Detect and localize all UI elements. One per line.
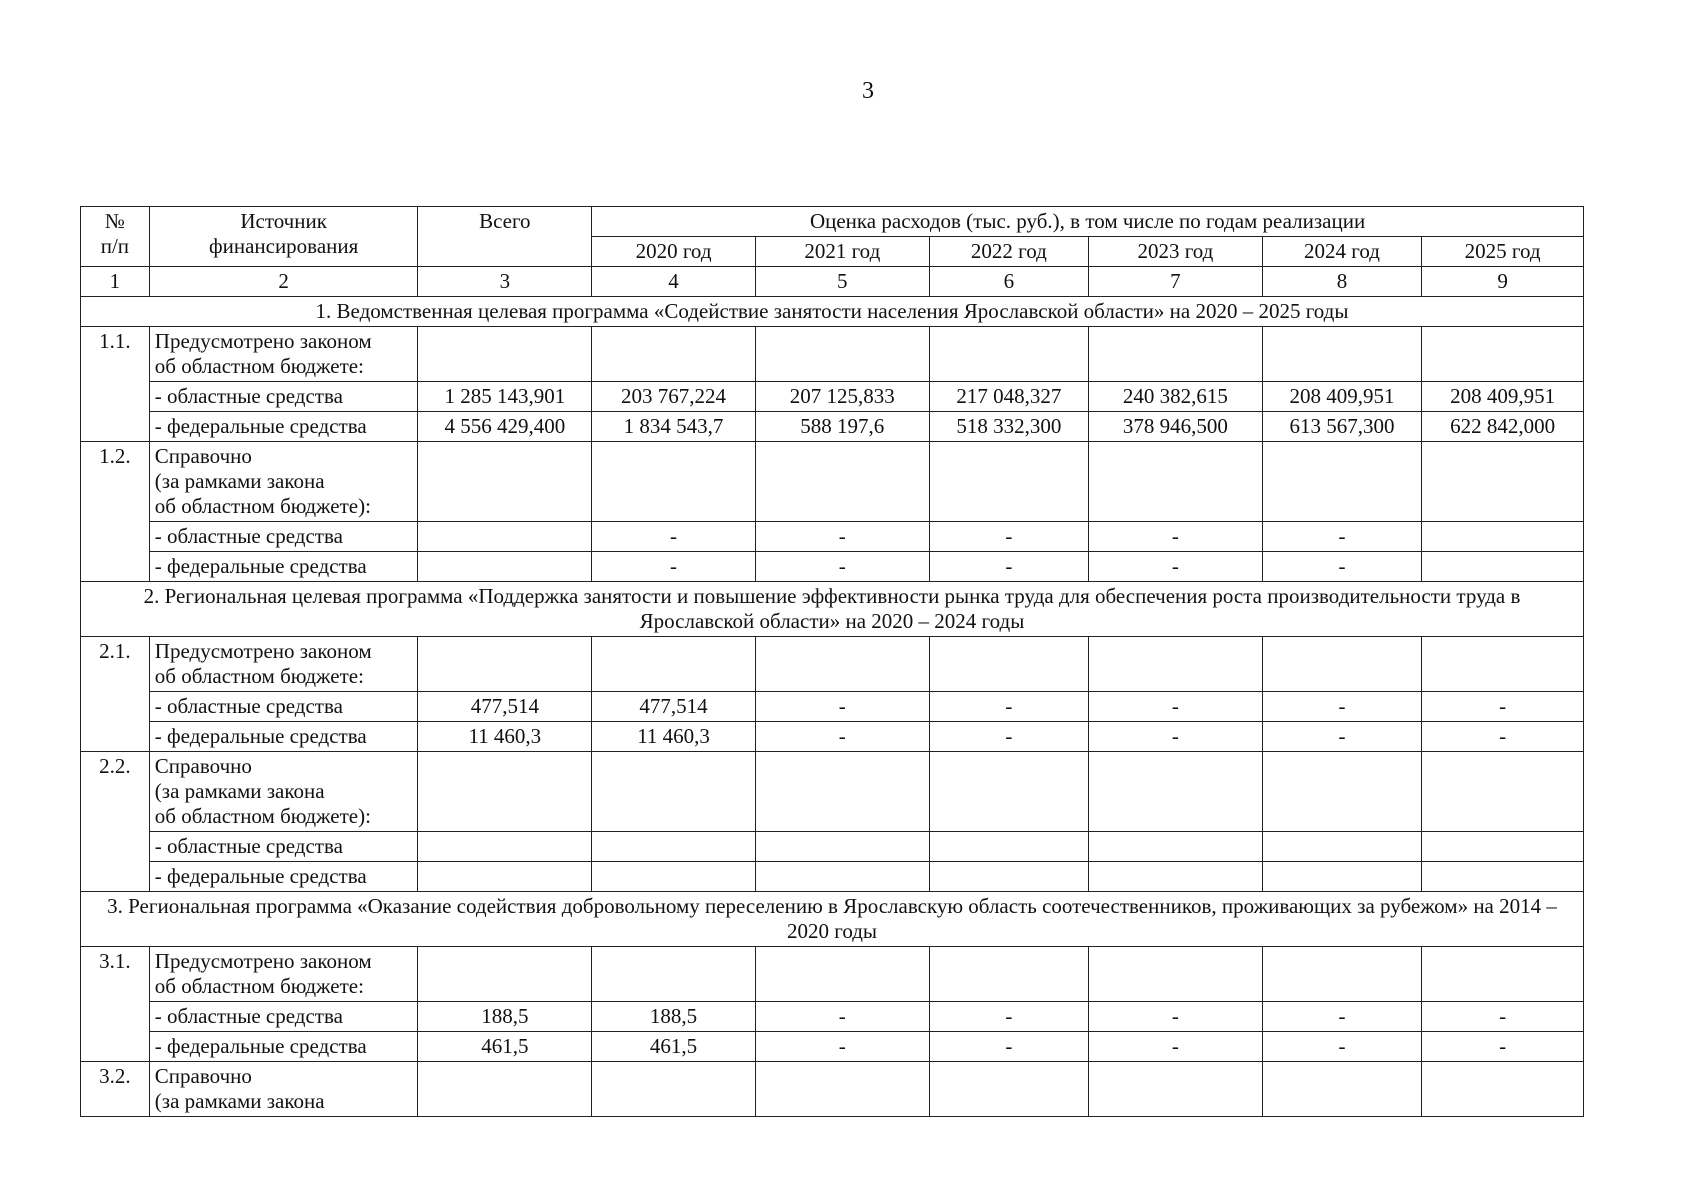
empty-cell: [755, 327, 929, 382]
value-year-2: -: [755, 1002, 929, 1032]
table-row: [81, 412, 1584, 442]
value-year-4: -: [1089, 522, 1263, 552]
table-row: [81, 722, 1584, 752]
value-year-1: 203 767,224: [592, 382, 756, 412]
value-year-1: 1 834 543,7: [592, 412, 756, 442]
empty-cell: [755, 947, 929, 1002]
value-year-1: -: [592, 552, 756, 582]
value-year-2: -: [755, 692, 929, 722]
section-title-row: [81, 582, 1584, 637]
value-year-4: [1089, 862, 1263, 892]
value-year-3: -: [929, 1002, 1088, 1032]
empty-cell: [1422, 327, 1584, 382]
value-year-5: 613 567,300: [1262, 412, 1421, 442]
header-num: № п/п: [81, 207, 150, 267]
value-year-3: [929, 862, 1088, 892]
group-number: 3.2.: [81, 1062, 150, 1117]
row-label: - областные средства: [149, 382, 418, 412]
value-year-1: -: [592, 522, 756, 552]
value-year-5: -: [1262, 1002, 1421, 1032]
empty-cell: [592, 637, 756, 692]
group-label: Справочно (за рамками закона об областном бюджете):: [149, 752, 418, 832]
empty-cell: [418, 327, 592, 382]
header-year-1: 2020 год: [592, 237, 756, 267]
value-year-6: -: [1422, 692, 1584, 722]
value-year-5: -: [1262, 692, 1421, 722]
group-number: 3.1.: [81, 947, 150, 1062]
table-row: [81, 382, 1584, 412]
value-year-2: -: [755, 552, 929, 582]
empty-cell: [592, 1062, 756, 1117]
value-year-4: -: [1089, 1002, 1263, 1032]
value-year-3: -: [929, 552, 1088, 582]
header-index-9: 9: [1422, 267, 1584, 297]
value-year-1: 461,5: [592, 1032, 756, 1062]
section-title-row: [81, 297, 1584, 327]
value-year-2: 588 197,6: [755, 412, 929, 442]
header-index-2: 2: [149, 267, 418, 297]
header-index-4: 4: [592, 267, 756, 297]
header-index-6: 6: [929, 267, 1088, 297]
empty-cell: [929, 752, 1088, 832]
empty-cell: [929, 947, 1088, 1002]
value-year-4: -: [1089, 1032, 1263, 1062]
empty-cell: [1422, 1062, 1584, 1117]
value-total: [418, 862, 592, 892]
empty-cell: [1422, 752, 1584, 832]
value-year-5: -: [1262, 522, 1421, 552]
empty-cell: [592, 947, 756, 1002]
value-total: 188,5: [418, 1002, 592, 1032]
value-total: 1 285 143,901: [418, 382, 592, 412]
value-year-2: -: [755, 522, 929, 552]
value-year-3: 217 048,327: [929, 382, 1088, 412]
value-year-4: [1089, 832, 1263, 862]
value-year-3: -: [929, 522, 1088, 552]
row-label: - областные средства: [149, 692, 418, 722]
group-number: 2.1.: [81, 637, 150, 752]
group-header-row: [81, 947, 1584, 1002]
group-number: 1.1.: [81, 327, 150, 442]
table-row: [81, 692, 1584, 722]
empty-cell: [929, 1062, 1088, 1117]
empty-cell: [1089, 442, 1263, 522]
value-year-5: -: [1262, 552, 1421, 582]
value-total: [418, 552, 592, 582]
value-year-3: -: [929, 692, 1088, 722]
empty-cell: [929, 637, 1088, 692]
header-year-4: 2023 год: [1089, 237, 1263, 267]
header-year-2: 2021 год: [755, 237, 929, 267]
funding-table: [80, 206, 1584, 1117]
group-header-row: [81, 752, 1584, 832]
value-year-3: -: [929, 1032, 1088, 1062]
value-year-6: [1422, 522, 1584, 552]
empty-cell: [1262, 1062, 1421, 1117]
value-year-4: -: [1089, 692, 1263, 722]
empty-cell: [1422, 947, 1584, 1002]
value-year-1: [592, 832, 756, 862]
empty-cell: [418, 637, 592, 692]
value-year-2: 207 125,833: [755, 382, 929, 412]
value-year-1: 11 460,3: [592, 722, 756, 752]
value-year-1: [592, 862, 756, 892]
empty-cell: [418, 1062, 592, 1117]
table-row: [81, 1032, 1584, 1062]
empty-cell: [1089, 1062, 1263, 1117]
value-year-2: [755, 832, 929, 862]
value-year-5: 208 409,951: [1262, 382, 1421, 412]
value-year-5: -: [1262, 722, 1421, 752]
value-total: 11 460,3: [418, 722, 592, 752]
page-number: 3: [862, 78, 874, 104]
row-label: - федеральные средства: [149, 1032, 418, 1062]
row-label: - федеральные средства: [149, 722, 418, 752]
value-total: [418, 522, 592, 552]
group-header-row: [81, 442, 1584, 522]
header-index-7: 7: [1089, 267, 1263, 297]
row-label: - областные средства: [149, 832, 418, 862]
value-year-2: -: [755, 722, 929, 752]
value-total: 4 556 429,400: [418, 412, 592, 442]
value-year-2: -: [755, 1032, 929, 1062]
table-row: [81, 522, 1584, 552]
value-year-5: [1262, 832, 1421, 862]
empty-cell: [929, 327, 1088, 382]
empty-cell: [418, 442, 592, 522]
header-estimate: Оценка расходов (тыс. руб.), в том числе по годам реализации: [592, 207, 1584, 237]
header-source: Источник финансирования: [149, 207, 418, 267]
section-title-row: [81, 892, 1584, 947]
group-label: Предусмотрено законом об областном бюджете:: [149, 327, 418, 382]
value-year-1: 188,5: [592, 1002, 756, 1032]
table-row: [81, 552, 1584, 582]
value-year-3: -: [929, 722, 1088, 752]
value-year-6: 622 842,000: [1422, 412, 1584, 442]
group-header-row: [81, 637, 1584, 692]
value-year-6: -: [1422, 722, 1584, 752]
value-year-6: [1422, 832, 1584, 862]
value-year-2: [755, 862, 929, 892]
section-title: 2. Региональная целевая программа «Поддержка занятости и повышение эффективности рынка труда для обеспечения роста производительности труда в Ярославской области» на 2020 – 2024 годы: [81, 582, 1584, 637]
value-year-4: 378 946,500: [1089, 412, 1263, 442]
empty-cell: [1262, 637, 1421, 692]
header-year-5: 2024 год: [1262, 237, 1421, 267]
empty-cell: [1422, 442, 1584, 522]
header-year-3: 2022 год: [929, 237, 1088, 267]
header-index-row: [81, 267, 1584, 297]
section-title: 3. Региональная программа «Оказание содействия добровольному переселению в Ярославскую область соотечественников, проживающих за рубежом» на 2014 – 2020 годы: [81, 892, 1584, 947]
header-total: Всего: [418, 207, 592, 267]
value-year-6: [1422, 552, 1584, 582]
value-year-5: -: [1262, 1032, 1421, 1062]
row-label: - областные средства: [149, 1002, 418, 1032]
empty-cell: [1262, 947, 1421, 1002]
value-total: [418, 832, 592, 862]
empty-cell: [929, 442, 1088, 522]
group-number: 1.2.: [81, 442, 150, 582]
header-index-8: 8: [1262, 267, 1421, 297]
table-row: [81, 832, 1584, 862]
group-label: Справочно (за рамками закона об областном бюджете):: [149, 442, 418, 522]
value-year-6: -: [1422, 1032, 1584, 1062]
empty-cell: [1422, 637, 1584, 692]
value-total: 477,514: [418, 692, 592, 722]
empty-cell: [755, 637, 929, 692]
value-year-3: [929, 832, 1088, 862]
group-header-row: [81, 327, 1584, 382]
empty-cell: [755, 1062, 929, 1117]
value-year-3: 518 332,300: [929, 412, 1088, 442]
empty-cell: [592, 752, 756, 832]
empty-cell: [418, 752, 592, 832]
empty-cell: [1262, 327, 1421, 382]
empty-cell: [1089, 947, 1263, 1002]
group-label: Предусмотрено законом об областном бюджете:: [149, 637, 418, 692]
row-label: - федеральные средства: [149, 552, 418, 582]
section-title: 1. Ведомственная целевая программа «Содействие занятости населения Ярославской области» на 2020 – 2025 годы: [81, 297, 1584, 327]
table-row: [81, 862, 1584, 892]
value-year-6: -: [1422, 1002, 1584, 1032]
empty-cell: [418, 947, 592, 1002]
empty-cell: [1089, 752, 1263, 832]
group-label: Предусмотрено законом об областном бюджете:: [149, 947, 418, 1002]
row-label: - федеральные средства: [149, 862, 418, 892]
table-row: [81, 1002, 1584, 1032]
value-year-4: -: [1089, 722, 1263, 752]
empty-cell: [755, 752, 929, 832]
header-row-1: [81, 207, 1584, 237]
value-year-1: 477,514: [592, 692, 756, 722]
table-body: [81, 207, 1584, 1117]
value-year-6: 208 409,951: [1422, 382, 1584, 412]
header-index-5: 5: [755, 267, 929, 297]
empty-cell: [1089, 637, 1263, 692]
empty-cell: [755, 442, 929, 522]
row-label: - областные средства: [149, 522, 418, 552]
group-label: Справочно (за рамками закона: [149, 1062, 418, 1117]
empty-cell: [592, 442, 756, 522]
value-year-4: -: [1089, 552, 1263, 582]
empty-cell: [592, 327, 756, 382]
group-number: 2.2.: [81, 752, 150, 892]
value-year-6: [1422, 862, 1584, 892]
value-year-4: 240 382,615: [1089, 382, 1263, 412]
header-year-6: 2025 год: [1422, 237, 1584, 267]
row-label: - федеральные средства: [149, 412, 418, 442]
header-index-1: 1: [81, 267, 150, 297]
empty-cell: [1262, 752, 1421, 832]
empty-cell: [1262, 442, 1421, 522]
empty-cell: [1089, 327, 1263, 382]
header-index-3: 3: [418, 267, 592, 297]
value-total: 461,5: [418, 1032, 592, 1062]
group-header-row: [81, 1062, 1584, 1117]
value-year-5: [1262, 862, 1421, 892]
